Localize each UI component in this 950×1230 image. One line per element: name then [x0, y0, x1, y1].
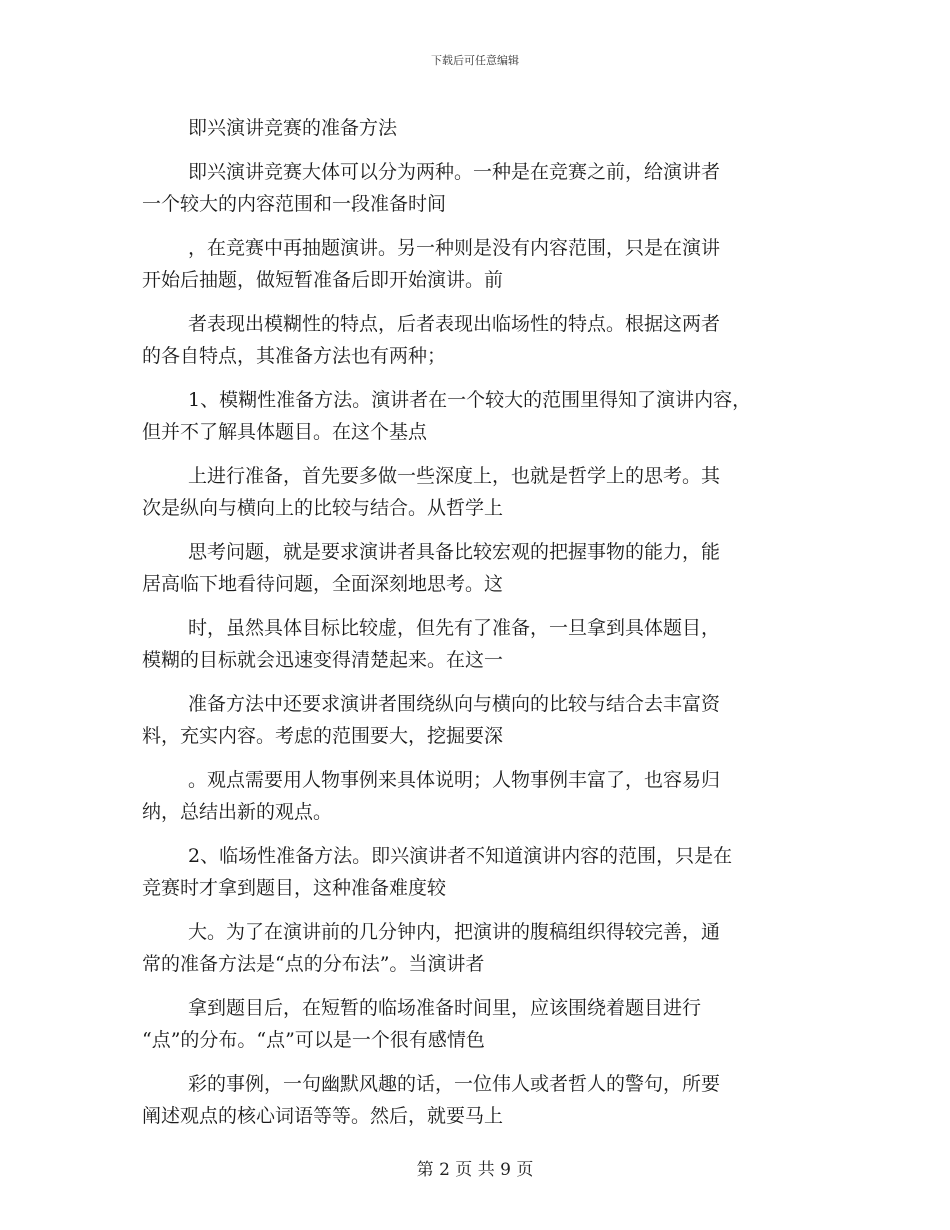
paragraph-line: 纳，总结出新的观点。	[142, 801, 333, 823]
paragraph-line: 者表现出模糊性的特点，后者表现出临场性的特点。根据这两者	[188, 313, 721, 335]
paragraph-line: 次是纵向与横向上的比较与结合。从哲学上	[142, 497, 504, 519]
paragraph-line: 竞赛时才拿到题目，这种准备难度较	[142, 877, 447, 899]
paragraph-line: 1、模糊性准备方法。演讲者在一个较大的范围里得知了演讲内容，	[188, 389, 752, 411]
paragraph-line: 拿到题目后，在短暂的临场准备时间里，应该围绕着题目进行	[188, 997, 702, 1019]
paragraph	[142, 612, 822, 676]
paragraph	[142, 688, 822, 752]
paragraph-line: 开始后抽题，做短暂准备后即开始演讲。前	[142, 269, 504, 291]
paragraph-line: 。观点需要用人物事例来具体说明；人物事例丰富了，也容易归	[188, 769, 721, 791]
paragraph	[142, 916, 822, 980]
paragraph	[142, 156, 822, 220]
document-body	[142, 112, 822, 1132]
page-number: 第 2 页 共 9 页	[416, 1160, 534, 1180]
paragraph-line: 常的准备方法是“点的分布法”。当演讲者	[142, 953, 485, 975]
paragraph-line: 彩的事例，一句幽默风趣的话，一位伟人或者哲人的警句，所要	[188, 1073, 721, 1095]
paragraph	[142, 992, 822, 1056]
paragraph-line: “点”的分布。“点”可以是一个很有感情色	[142, 1029, 485, 1051]
paragraph-line: 准备方法中还要求演讲者围绕纵向与横向的比较与结合去丰富资	[188, 693, 721, 715]
paragraph	[142, 840, 822, 904]
paragraph	[142, 460, 822, 524]
document-title	[142, 112, 822, 144]
page-header: 下载后可任意编辑	[431, 54, 519, 67]
paragraph-line: 时，虽然具体目标比较虚，但先有了准备，一旦拿到具体题目，	[188, 617, 721, 639]
paragraph	[142, 1068, 822, 1132]
paragraph-line: ，在竞赛中再抽题演讲。另一种则是没有内容范围，只是在演讲	[188, 237, 721, 259]
paragraph-line: 思考问题，就是要求演讲者具备比较宏观的把握事物的能力，能	[188, 541, 721, 563]
paragraph-line: 大。为了在演讲前的几分钟内，把演讲的腹稿组织得较完善，通	[188, 921, 721, 943]
paragraph-line: 即兴演讲竞赛大体可以分为两种。一种是在竞赛之前，给演讲者	[188, 161, 721, 183]
paragraph-line: 模糊的目标就会迅速变得清楚起来。在这一	[142, 649, 504, 671]
paragraph	[142, 308, 822, 372]
paragraph-line: 居高临下地看待问题，全面深刻地思考。这	[142, 573, 504, 595]
paragraph-line: 但并不了解具体题目。在这个基点	[142, 421, 428, 443]
paragraph-line: 2、临场性准备方法。即兴演讲者不知道演讲内容的范围，只是在	[188, 845, 733, 867]
paragraph-line: 上进行准备，首先要多做一些深度上，也就是哲学上的思考。其	[188, 465, 721, 487]
paragraph-line: 一个较大的内容范围和一段准备时间	[142, 193, 447, 215]
paragraph	[142, 764, 822, 828]
paragraph-line: 阐述观点的核心词语等等。然后，就要马上	[142, 1105, 504, 1127]
paragraph	[142, 384, 822, 448]
paragraph	[142, 536, 822, 600]
paragraph-line: 料，充实内容。考虑的范围要大，挖掘要深	[142, 725, 504, 747]
paragraph-line: 的各自特点，其准备方法也有两种；	[142, 345, 447, 367]
paragraph	[142, 232, 822, 296]
title-text: 即兴演讲竞赛的准备方法	[188, 117, 398, 139]
